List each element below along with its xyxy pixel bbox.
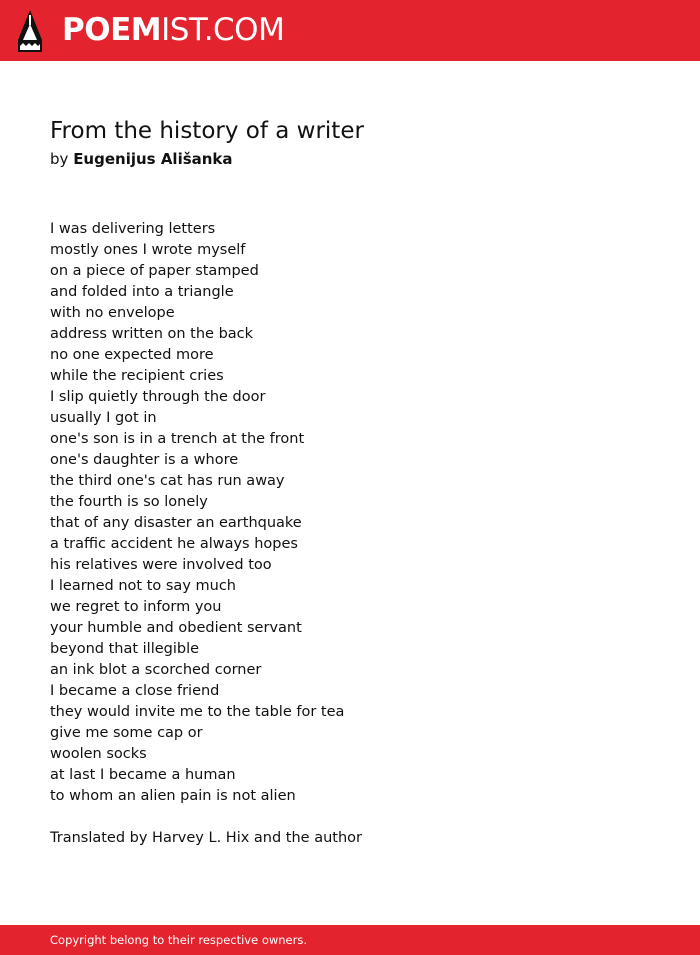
poem-line: I was delivering letters (50, 221, 216, 237)
poem-line: the fourth is so lonely (50, 494, 208, 510)
poem-line: and folded into a triangle (50, 284, 234, 300)
poem-line: the third one's cat has run away (50, 473, 285, 489)
site-footer (0, 925, 700, 955)
poem-line: one's daughter is a whore (50, 452, 239, 468)
poem-line: I learned not to say much (50, 578, 236, 594)
site-header (0, 0, 700, 61)
poem-line: to whom an alien pain is not alien (50, 788, 296, 804)
site-logo[interactable] (62, 12, 284, 48)
poem-line: usually I got in (50, 410, 157, 426)
copyright-text: Copyright belong to their respective owners. (50, 933, 308, 947)
translator-note: Translated by Harvey L. Hix and the author (50, 830, 362, 846)
pen-nib-icon (18, 10, 42, 52)
poem-line: one's son is in a trench at the front (50, 431, 305, 447)
poem-line: address written on the back (50, 326, 254, 342)
poem-line: we regret to inform you (50, 599, 222, 615)
poem-line: that of any disaster an earthquake (50, 515, 302, 531)
poem-line: your humble and obedient servant (50, 620, 302, 636)
poem-line: I slip quietly through the door (50, 389, 266, 405)
poem-title: From the history of a writer (50, 118, 364, 144)
poem-line: on a piece of paper stamped (50, 263, 259, 279)
poem-line: mostly ones I wrote myself (50, 242, 246, 258)
poem-line: I became a close friend (50, 683, 220, 699)
poem-body (50, 219, 650, 807)
poem-line: give me some cap or (50, 725, 203, 741)
poem-line: at last I became a human (50, 767, 236, 783)
poem-line: they would invite me to the table for tea (50, 704, 345, 720)
poem-line: beyond that illegible (50, 641, 200, 657)
logo-bold-text: POEM (62, 12, 162, 48)
byline (50, 149, 233, 169)
author-name: Eugenijus Ališanka (73, 150, 233, 168)
poem-line: while the recipient cries (50, 368, 224, 384)
poem-line: his relatives were involved too (50, 557, 272, 573)
by-label: by (50, 150, 69, 168)
poem-line: woolen socks (50, 746, 147, 762)
poem-line: no one expected more (50, 347, 214, 363)
poem-line: an ink blot a scorched corner (50, 662, 262, 678)
poem-line: a traffic accident he always hopes (50, 536, 298, 552)
poem-line: with no envelope (50, 305, 175, 321)
logo-light-text: IST.COM (161, 12, 285, 48)
